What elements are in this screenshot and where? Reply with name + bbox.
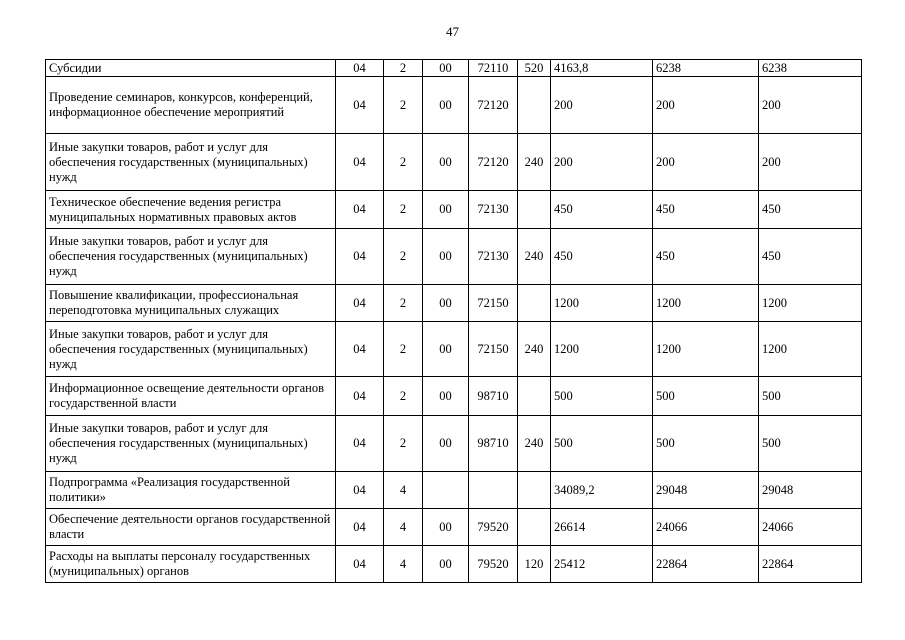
target-code: 72130 (469, 229, 518, 285)
amount-year-2: 24066 (653, 509, 759, 546)
activity-code: 00 (423, 377, 469, 416)
table-row (46, 77, 862, 134)
page-number: 47 (446, 24, 459, 39)
target-code: 72120 (469, 77, 518, 134)
amount-year-3: 6238 (759, 60, 862, 77)
table-row (46, 285, 862, 322)
amount-year-2: 500 (653, 377, 759, 416)
amount-year-3: 450 (759, 229, 862, 285)
expense-type: 520 (518, 60, 551, 77)
subprogram-code: 2 (384, 191, 423, 229)
amount-year-1: 200 (551, 77, 653, 134)
amount-year-1: 200 (551, 134, 653, 191)
activity-code: 00 (423, 322, 469, 377)
amount-year-1: 34089,2 (551, 472, 653, 509)
amount-year-2: 1200 (653, 285, 759, 322)
row-name: Иные закупки товаров, работ и услуг для обеспечения государственных (муниципальных) нужд (46, 229, 336, 285)
activity-code: 00 (423, 77, 469, 134)
activity-code: 00 (423, 509, 469, 546)
expense-type (518, 285, 551, 322)
table-row (46, 191, 862, 229)
amount-year-2: 6238 (653, 60, 759, 77)
section-code: 04 (336, 60, 384, 77)
amount-year-1: 450 (551, 229, 653, 285)
row-name: Иные закупки товаров, работ и услуг для обеспечения государственных (муниципальных) нужд (46, 134, 336, 191)
table-row (46, 416, 862, 472)
amount-year-3: 29048 (759, 472, 862, 509)
subprogram-code: 4 (384, 472, 423, 509)
section-code: 04 (336, 134, 384, 191)
amount-year-3: 500 (759, 377, 862, 416)
expense-type: 240 (518, 229, 551, 285)
section-code: 04 (336, 472, 384, 509)
amount-year-2: 500 (653, 416, 759, 472)
section-code: 04 (336, 377, 384, 416)
activity-code: 00 (423, 546, 469, 583)
expense-type (518, 509, 551, 546)
target-code (469, 472, 518, 509)
amount-year-2: 450 (653, 229, 759, 285)
target-code: 79520 (469, 546, 518, 583)
row-name: Подпрограмма «Реализация государственной политики» (46, 472, 336, 509)
expense-type (518, 191, 551, 229)
section-code: 04 (336, 509, 384, 546)
table-row (46, 322, 862, 377)
subprogram-code: 2 (384, 416, 423, 472)
expense-type (518, 377, 551, 416)
section-code: 04 (336, 416, 384, 472)
amount-year-2: 22864 (653, 546, 759, 583)
expense-type: 240 (518, 322, 551, 377)
table-row (46, 472, 862, 509)
row-name: Иные закупки товаров, работ и услуг для обеспечения государственных (муниципальных) нужд (46, 416, 336, 472)
target-code: 72110 (469, 60, 518, 77)
subprogram-code: 2 (384, 229, 423, 285)
amount-year-2: 1200 (653, 322, 759, 377)
subprogram-code: 2 (384, 377, 423, 416)
subprogram-code: 2 (384, 134, 423, 191)
subprogram-code: 2 (384, 285, 423, 322)
activity-code: 00 (423, 60, 469, 77)
row-name: Информационное освещение деятельности органов государственной власти (46, 377, 336, 416)
amount-year-1: 500 (551, 377, 653, 416)
subprogram-code: 4 (384, 509, 423, 546)
table-row (46, 509, 862, 546)
activity-code: 00 (423, 229, 469, 285)
target-code: 79520 (469, 509, 518, 546)
activity-code: 00 (423, 285, 469, 322)
subprogram-code: 4 (384, 546, 423, 583)
row-name: Субсидии (46, 60, 336, 77)
amount-year-3: 24066 (759, 509, 862, 546)
row-name: Повышение квалификации, профессиональная переподготовка муниципальных служащих (46, 285, 336, 322)
activity-code: 00 (423, 191, 469, 229)
amount-year-1: 26614 (551, 509, 653, 546)
amount-year-1: 450 (551, 191, 653, 229)
amount-year-3: 1200 (759, 322, 862, 377)
expense-type: 240 (518, 134, 551, 191)
activity-code (423, 472, 469, 509)
row-name: Проведение семинаров, конкурсов, конференций, информационное обеспечение мероприятий (46, 77, 336, 134)
amount-year-3: 450 (759, 191, 862, 229)
target-code: 72120 (469, 134, 518, 191)
table-row (46, 546, 862, 583)
amount-year-1: 500 (551, 416, 653, 472)
target-code: 98710 (469, 377, 518, 416)
table-row (46, 377, 862, 416)
amount-year-1: 1200 (551, 285, 653, 322)
subprogram-code: 2 (384, 322, 423, 377)
amount-year-1: 1200 (551, 322, 653, 377)
section-code: 04 (336, 191, 384, 229)
amount-year-3: 1200 (759, 285, 862, 322)
activity-code: 00 (423, 134, 469, 191)
amount-year-3: 200 (759, 134, 862, 191)
amount-year-3: 500 (759, 416, 862, 472)
target-code: 72150 (469, 285, 518, 322)
amount-year-1: 4163,8 (551, 60, 653, 77)
row-name: Обеспечение деятельности органов государственной власти (46, 509, 336, 546)
row-name: Расходы на выплаты персоналу государственных (муниципальных) органов (46, 546, 336, 583)
section-code: 04 (336, 322, 384, 377)
row-name: Техническое обеспечение ведения регистра муниципальных нормативных правовых актов (46, 191, 336, 229)
amount-year-3: 200 (759, 77, 862, 134)
target-code: 72130 (469, 191, 518, 229)
table-row (46, 229, 862, 285)
expense-type (518, 472, 551, 509)
table-row (46, 60, 862, 77)
amount-year-3: 22864 (759, 546, 862, 583)
subprogram-code: 2 (384, 77, 423, 134)
expense-type (518, 77, 551, 134)
target-code: 98710 (469, 416, 518, 472)
amount-year-2: 29048 (653, 472, 759, 509)
expense-type: 120 (518, 546, 551, 583)
subprogram-code: 2 (384, 60, 423, 77)
activity-code: 00 (423, 416, 469, 472)
amount-year-1: 25412 (551, 546, 653, 583)
amount-year-2: 450 (653, 191, 759, 229)
row-name: Иные закупки товаров, работ и услуг для обеспечения государственных (муниципальных) нужд (46, 322, 336, 377)
expense-type: 240 (518, 416, 551, 472)
section-code: 04 (336, 546, 384, 583)
section-code: 04 (336, 77, 384, 134)
section-code: 04 (336, 229, 384, 285)
budget-table (45, 59, 862, 583)
table-row (46, 134, 862, 191)
section-code: 04 (336, 285, 384, 322)
amount-year-2: 200 (653, 134, 759, 191)
amount-year-2: 200 (653, 77, 759, 134)
target-code: 72150 (469, 322, 518, 377)
